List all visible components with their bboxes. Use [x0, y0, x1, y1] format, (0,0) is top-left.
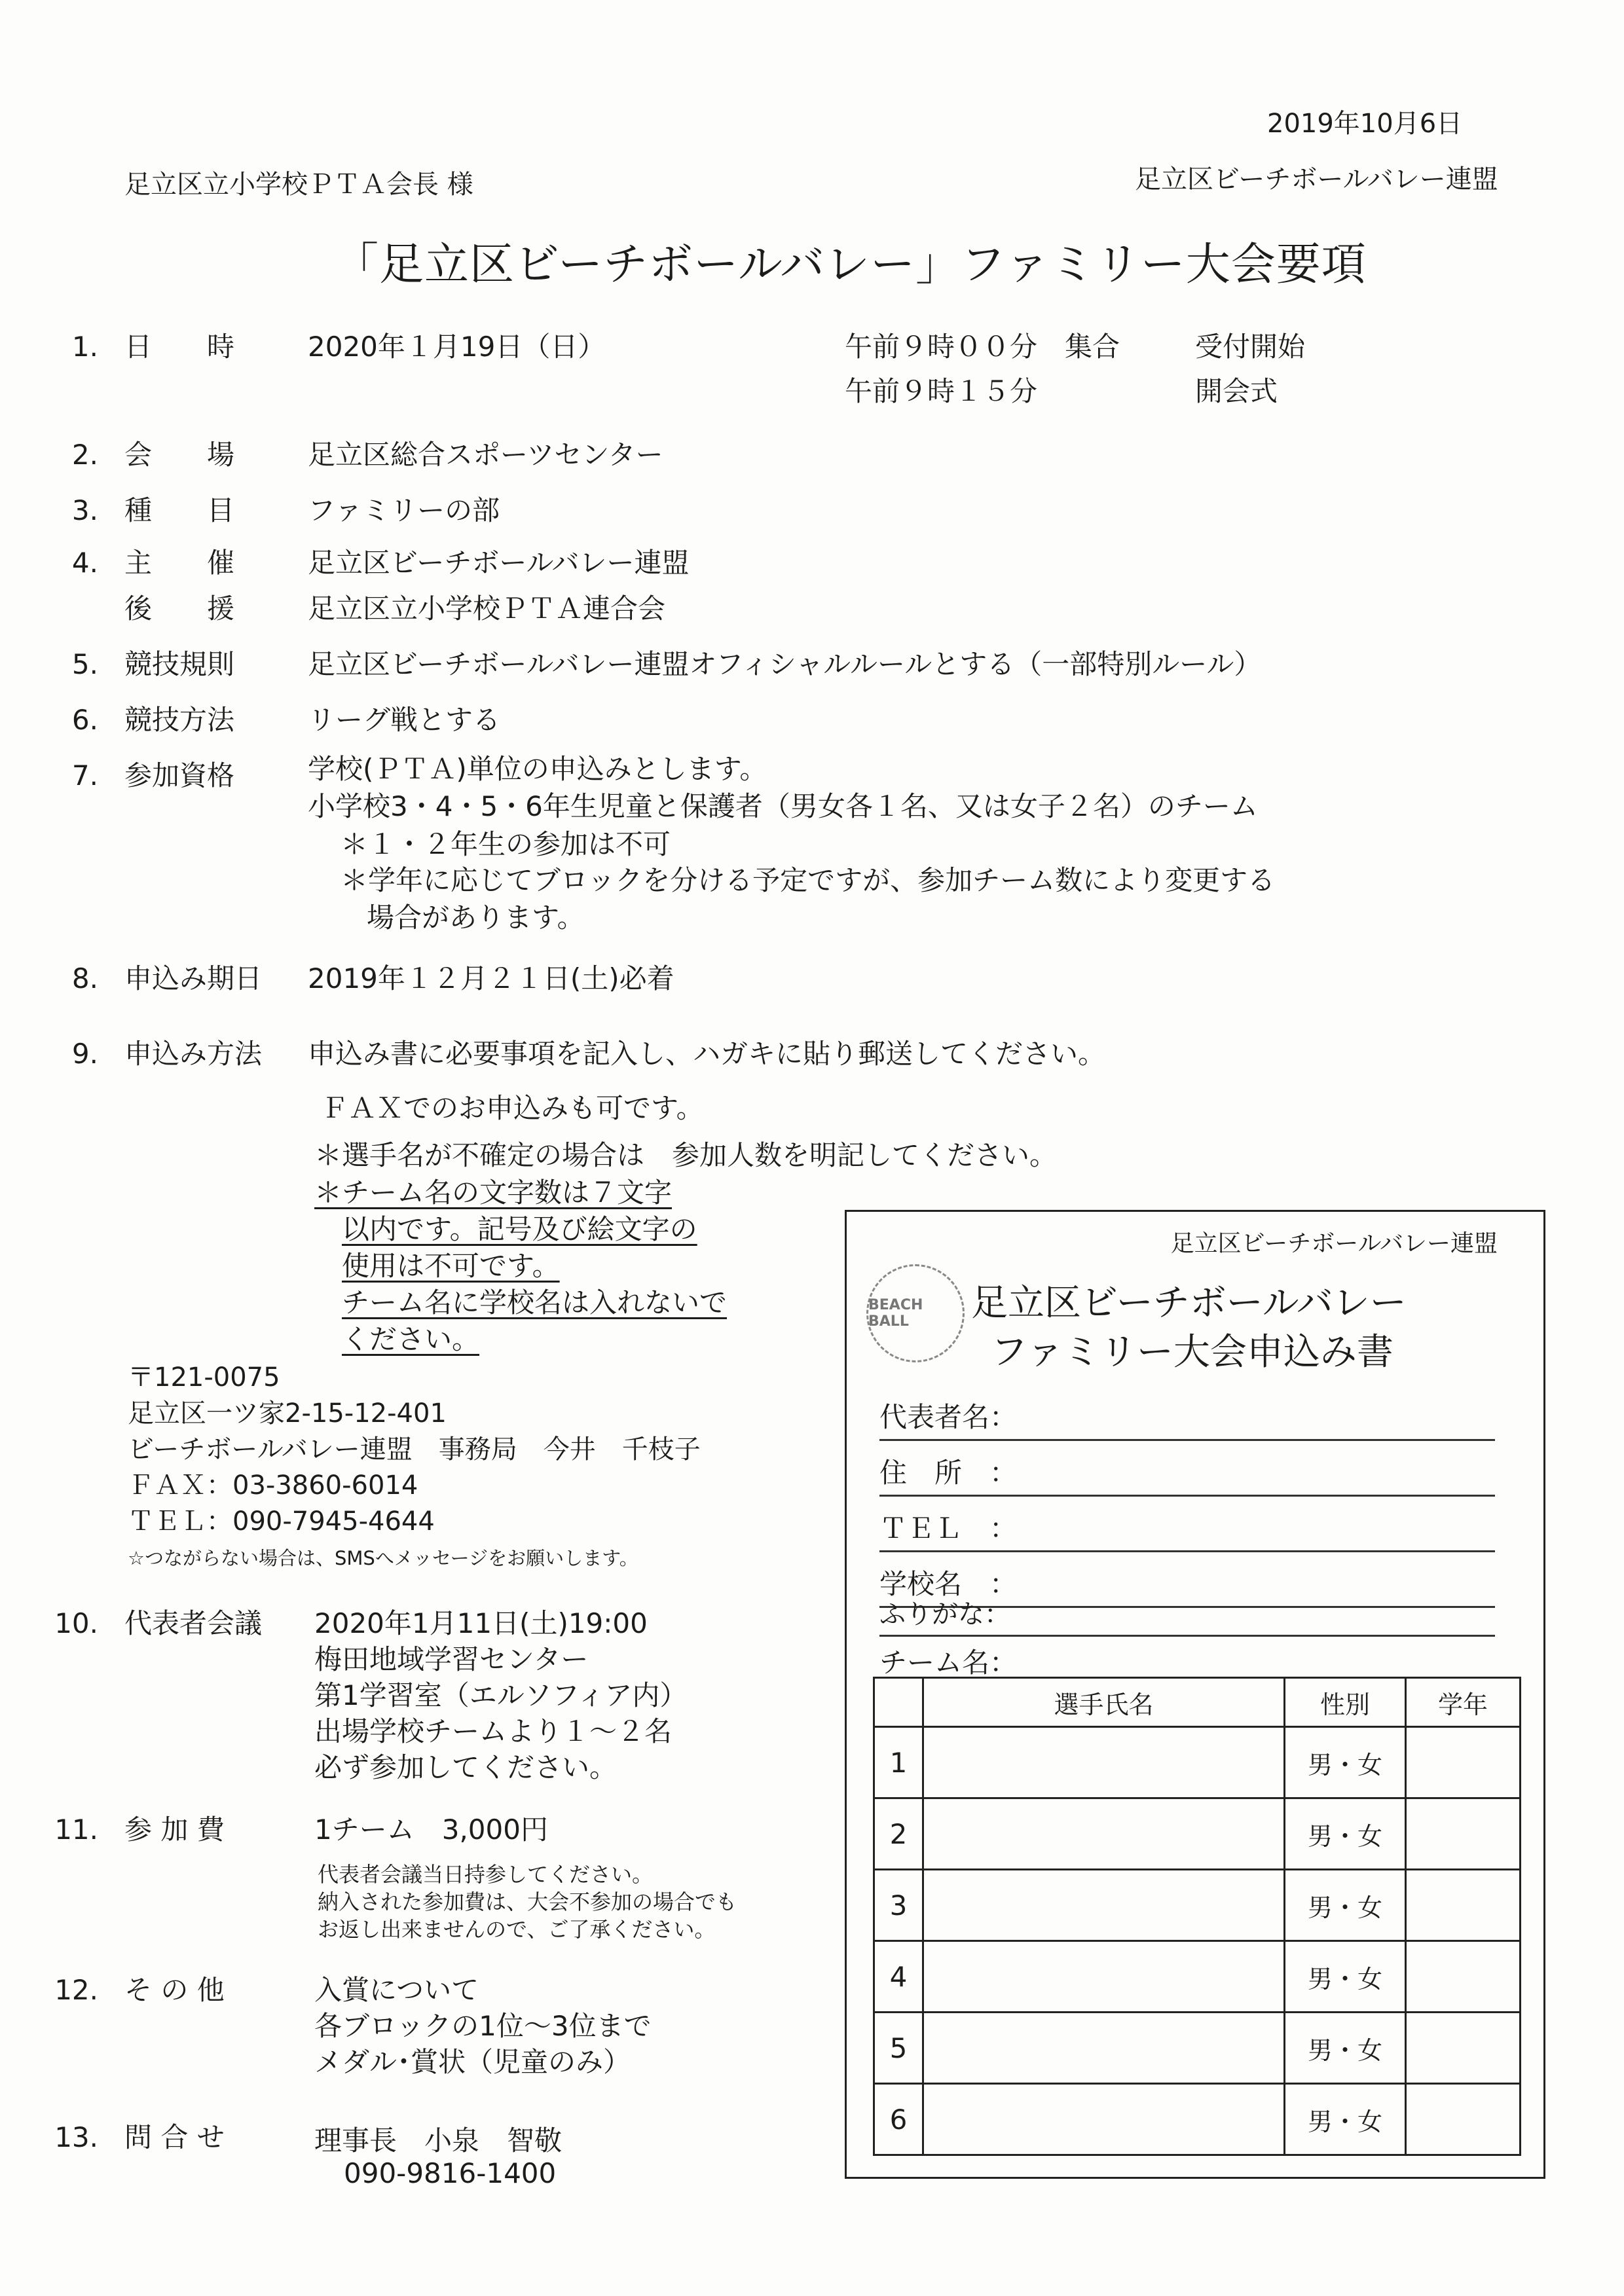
item-5-value: 足立区ビーチボールバレー連盟オフィシャルルールとする（一部特別ルール）	[308, 648, 1262, 680]
grade-cell[interactable]	[1406, 1941, 1521, 2013]
contact-phone: 090-9816-1400	[344, 2157, 557, 2189]
col-sex: 性別	[1285, 1678, 1406, 1727]
sender-org: 足立区ビーチボールバレー連盟	[1135, 164, 1498, 194]
fee-note-3: お返し出来ませんので、ご了承ください。	[318, 1917, 716, 1942]
item-7-line-3: ＊１・２年生の参加は不可	[341, 828, 671, 860]
row-number: 3	[874, 1870, 923, 1941]
item-7-line-1: 学校(ＰＴＡ)単位の申込みとします。	[308, 753, 767, 785]
item-9-number: 9.	[71, 1038, 98, 1070]
row-number: 1	[874, 1727, 923, 1798]
item-11-label: 参 加 費	[124, 1813, 225, 1846]
form-org: 足立区ビーチボールバレー連盟	[1170, 1230, 1498, 1257]
grade-cell[interactable]	[1406, 1727, 1521, 1798]
row-number: 6	[874, 2084, 923, 2155]
fee-note-2: 納入された参加費は、大会不参加の場合でも	[318, 1889, 737, 1914]
tel-number: ＴＥＬ：090-7945-4644	[128, 1506, 435, 1537]
table-row	[874, 2084, 1521, 2155]
item-8-value: 2019年１２月２１日(土)必着	[308, 962, 674, 994]
item-7-line-2: 小学校3・4・5・6年生児童と保護者（男女各１名、又は女子２名）のチーム	[308, 790, 1258, 822]
recipient: 足立区立小学校ＰＴＡ会長 様	[124, 170, 473, 200]
tel-label: ＴＥＬ ：	[879, 1512, 1018, 1544]
grade-cell[interactable]	[1406, 2013, 1521, 2084]
application-form	[845, 1210, 1545, 2179]
sex-cell[interactable]: 男・女	[1285, 1941, 1406, 2013]
schedule-time-1: 午前９時００分 集合	[845, 331, 1120, 363]
item-3-value: ファミリーの部	[308, 494, 500, 526]
item-9-line-2: ＦＡＸでのお申込みも可です。	[321, 1092, 704, 1124]
row-number: 4	[874, 1941, 923, 2013]
sex-cell[interactable]: 男・女	[1285, 1798, 1406, 1870]
col-no	[874, 1678, 923, 1727]
furigana-field[interactable]	[879, 1599, 1495, 1637]
address-label: 住 所 ：	[879, 1457, 1018, 1489]
grade-cell[interactable]	[1406, 2084, 1521, 2155]
item-3-label: 種 目	[124, 494, 235, 526]
player-name-cell[interactable]	[923, 1798, 1285, 1870]
row-number: 5	[874, 2013, 923, 2084]
item-10-line-1: 2020年1月11日(土)19:00	[314, 1607, 648, 1639]
row-number: 2	[874, 1798, 923, 1870]
item-10-number: 10.	[54, 1607, 98, 1639]
page-title: 「足立区ビーチボールバレー」ファミリー大会要項	[334, 239, 1367, 291]
col-player-name: 選手氏名	[923, 1678, 1285, 1727]
address-field[interactable]	[879, 1454, 1495, 1497]
player-table	[873, 1677, 1521, 2156]
address-zip: 〒121-0075	[128, 1362, 280, 1393]
table-row	[874, 1727, 1521, 1798]
player-name-cell[interactable]	[923, 1941, 1285, 2013]
item-12-line-3: メダル･賞状（児童のみ）	[314, 2046, 631, 2078]
item-8-number: 8.	[71, 962, 98, 994]
item-11-number: 11.	[54, 1813, 98, 1846]
sex-cell[interactable]: 男・女	[1285, 2013, 1406, 2084]
team-name-note-4: チーム名に学校名は入れないで	[342, 1286, 728, 1319]
form-title-line-1: 足立区ビーチボールバレー	[971, 1282, 1407, 1324]
team-name-note-1: ＊チーム名の文字数は７文字	[314, 1176, 673, 1209]
item-5-label: 競技規則	[124, 648, 235, 680]
school-label: 学校名 ：	[879, 1568, 1018, 1600]
item-6-number: 6.	[71, 704, 98, 736]
item-7-line-4: ＊学年に応じてブロックを分ける予定ですが、参加チーム数により変更する	[341, 864, 1276, 896]
item-12-line-1: 入賞について	[314, 1974, 479, 2006]
item-1-label: 日 時	[124, 331, 235, 363]
sex-cell[interactable]: 男・女	[1285, 1870, 1406, 1941]
sex-cell[interactable]: 男・女	[1285, 1727, 1406, 1798]
item-9-line-3: ＊選手名が不確定の場合は 参加人数を明記してください。	[314, 1139, 1058, 1171]
table-row	[874, 1870, 1521, 1941]
item-2-label: 会 場	[124, 439, 235, 471]
item-9-label: 申込み方法	[124, 1038, 263, 1070]
item-10-line-4: 出場学校チームより１～２名	[314, 1715, 673, 1747]
grade-cell[interactable]	[1406, 1870, 1521, 1941]
player-name-cell[interactable]	[923, 2013, 1285, 2084]
team-name-label: チーム名：	[879, 1647, 1018, 1679]
sex-cell[interactable]: 男・女	[1285, 2084, 1406, 2155]
item-6-label: 競技方法	[124, 704, 235, 736]
item-8-label: 申込み期日	[124, 962, 263, 994]
item-7-number: 7.	[71, 759, 98, 792]
item-7-label: 参加資格	[124, 759, 235, 792]
item-13-number: 13.	[54, 2121, 98, 2153]
grade-cell[interactable]	[1406, 1798, 1521, 1870]
item-6-value: リーグ戦とする	[308, 704, 501, 736]
item-11-value: 1チーム 3,000円	[314, 1813, 548, 1846]
item-12-label: そ の 他	[124, 1974, 225, 2006]
contact-name: 理事長 小泉 智敬	[314, 2124, 563, 2157]
fax-number: ＦＡＸ：03-3860-6014	[128, 1470, 418, 1501]
office-contact: ビーチボールバレー連盟 事務局 今井 千枝子	[128, 1434, 701, 1465]
item-10-line-5: 必ず参加してください。	[314, 1751, 618, 1783]
player-name-cell[interactable]	[923, 1727, 1285, 1798]
item-10-line-3: 第1学習室（エルソフィア内）	[314, 1679, 688, 1711]
item-13-label: 問 合 せ	[124, 2121, 225, 2153]
representative-field[interactable]	[879, 1398, 1495, 1441]
item-4-label: 主 催	[124, 547, 235, 579]
player-name-cell[interactable]	[923, 1870, 1285, 1941]
item-2-number: 2.	[71, 439, 98, 471]
item-4-value: 足立区ビーチボールバレー連盟	[308, 547, 690, 579]
item-10-line-2: 梅田地域学習センター	[314, 1643, 589, 1675]
team-name-note-2: 以内です。記号及び絵文字の	[342, 1213, 697, 1245]
address-line: 足立区一ツ家2-15-12-401	[128, 1398, 447, 1429]
schedule-event-1: 受付開始	[1195, 331, 1306, 363]
item-12-number: 12.	[54, 1974, 98, 2006]
sms-note: ☆つながらない場合は、SMSへメッセージをお願いします。	[128, 1547, 638, 1569]
item-3-number: 3.	[71, 494, 98, 526]
representative-label: 代表者名：	[879, 1401, 1018, 1433]
fee-note-1: 代表者会議当日持参してください。	[318, 1862, 654, 1887]
tel-field[interactable]	[879, 1510, 1495, 1552]
item-1-number: 1.	[71, 331, 98, 363]
team-name-note-5: ください。	[342, 1323, 480, 1355]
schedule-time-2: 午前９時１５分	[845, 375, 1038, 407]
item-9-line-1: 申込み書に必要事項を記入し、ハガキに貼り郵送してください。	[308, 1038, 1106, 1070]
item-4-number: 4.	[71, 547, 98, 579]
item-5-number: 5.	[71, 648, 98, 680]
schedule-event-2: 開会式	[1195, 375, 1278, 407]
item-4-value-2: 足立区立小学校ＰＴＡ連合会	[308, 592, 666, 625]
document-date: 2019年10月6日	[1267, 109, 1463, 139]
item-10-label: 代表者会議	[124, 1607, 263, 1639]
item-2-value: 足立区総合スポーツセンター	[308, 439, 663, 471]
col-grade: 学年	[1406, 1678, 1521, 1727]
player-name-cell[interactable]	[923, 2084, 1285, 2155]
item-4-label-2: 後 援	[124, 592, 235, 625]
table-row	[874, 2013, 1521, 2084]
federation-logo: BEACH BALL	[866, 1264, 965, 1362]
table-row	[874, 1798, 1521, 1870]
form-title-line-2: ファミリー大会申込み書	[991, 1331, 1393, 1374]
table-row	[874, 1941, 1521, 2013]
team-name-note-3: 使用は不可です。	[342, 1250, 560, 1282]
item-1-value: 2020年１月19日（日）	[308, 331, 606, 363]
item-7-line-5: 場合があります。	[367, 902, 585, 934]
furigana-label: ふりがな：	[879, 1599, 1010, 1630]
item-12-line-2: 各ブロックの1位～3位まで	[314, 2010, 652, 2042]
